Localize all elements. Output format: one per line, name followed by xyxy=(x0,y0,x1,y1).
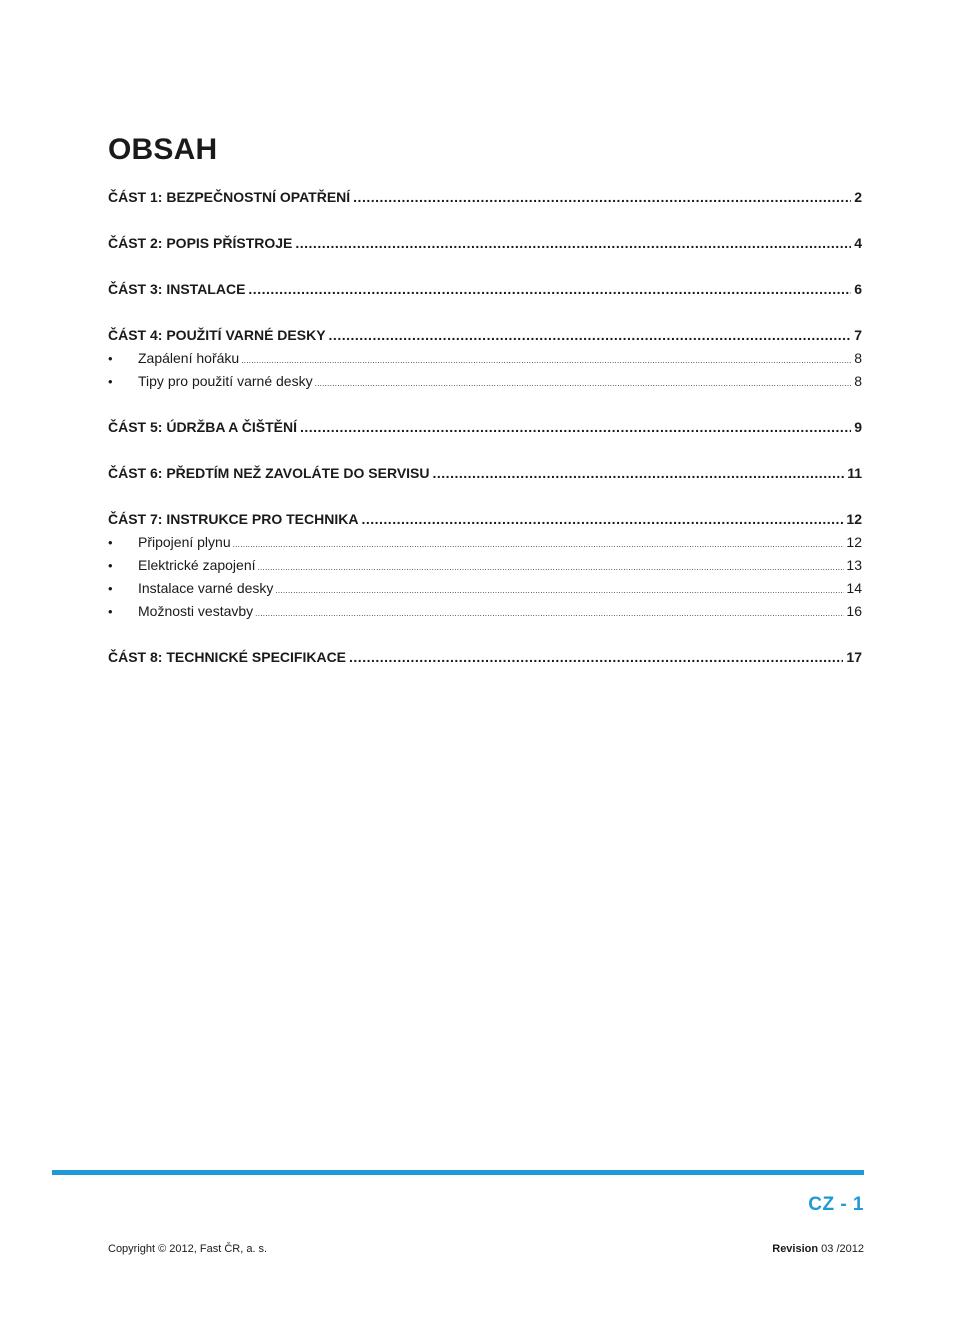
toc-leader-dots xyxy=(315,373,853,392)
toc-leader-dots xyxy=(361,508,843,530)
toc-section-label: ČÁST 6: PŘEDTÍM NEŽ ZAVOLÁTE DO SERVISU xyxy=(108,465,430,481)
toc-page-number: 16 xyxy=(846,603,862,619)
page-title: OBSAH xyxy=(108,133,218,166)
toc-section-label: ČÁST 7: INSTRUKCE PRO TECHNIKA xyxy=(108,511,359,527)
toc-leader-dots xyxy=(295,232,851,254)
toc-page-number: 2 xyxy=(854,189,862,205)
toc-page-number: 12 xyxy=(846,534,862,550)
toc-leader-dots xyxy=(329,324,852,346)
toc-subitem-label: Instalace varné desky xyxy=(138,580,274,596)
bullet-icon: • xyxy=(108,604,113,619)
toc-subitem[interactable] xyxy=(108,554,862,576)
toc-leader-dots xyxy=(233,534,845,553)
bullet-icon: • xyxy=(108,581,113,596)
toc-leader-dots xyxy=(241,350,852,369)
toc-subitem-label: Možnosti vestavby xyxy=(138,603,254,619)
toc-leader-dots xyxy=(248,278,851,300)
toc-subitem-label: Elektrické zapojení xyxy=(138,557,256,573)
toc-page-number: 6 xyxy=(854,281,862,297)
toc-leader-dots xyxy=(275,580,844,599)
bullet-icon: • xyxy=(108,558,113,573)
toc-subitem[interactable] xyxy=(108,347,862,369)
toc-page-number: 8 xyxy=(854,373,862,389)
toc-section-1[interactable] xyxy=(108,186,862,208)
toc-subitem[interactable] xyxy=(108,370,862,392)
toc-section-3[interactable] xyxy=(108,278,862,300)
toc-subitem[interactable] xyxy=(108,577,862,599)
toc-section-4[interactable] xyxy=(108,324,862,346)
toc-leader-dots xyxy=(433,462,845,484)
toc-subitem-label: Zapálení hořáku xyxy=(138,350,240,366)
toc-section-8[interactable] xyxy=(108,646,862,668)
toc-subitem[interactable] xyxy=(108,600,862,622)
toc-section-label: ČÁST 5: ÚDRŽBA A ČIŠTĚNÍ xyxy=(108,419,297,435)
revision-value: 03 /2012 xyxy=(821,1243,864,1255)
bullet-icon: • xyxy=(108,351,113,366)
bullet-icon: • xyxy=(108,374,113,389)
toc-leader-dots xyxy=(258,557,845,576)
bullet-icon: • xyxy=(108,535,113,550)
toc-section-5[interactable] xyxy=(108,416,862,438)
toc-subitem-label: Připojení plynu xyxy=(138,534,231,550)
toc-section-label: ČÁST 4: POUŽITÍ VARNÉ DESKY xyxy=(108,327,326,343)
toc-section-label: ČÁST 8: TECHNICKÉ SPECIFIKACE xyxy=(108,649,347,665)
toc-page-number: 11 xyxy=(847,465,862,481)
revision-info xyxy=(772,1243,864,1255)
footer-divider xyxy=(52,1170,864,1175)
toc-section-2[interactable] xyxy=(108,232,862,254)
toc-section-label: ČÁST 3: INSTALACE xyxy=(108,281,246,297)
toc-page-number: 4 xyxy=(854,235,862,251)
toc-page-number: 13 xyxy=(846,557,862,573)
toc-subitem-label: Tipy pro použití varné desky xyxy=(138,373,313,389)
toc-leader-dots xyxy=(300,416,851,438)
toc-page-number: 17 xyxy=(846,649,862,665)
toc-section-6[interactable] xyxy=(108,462,862,484)
toc-subitem[interactable] xyxy=(108,531,862,553)
toc-leader-dots xyxy=(349,646,843,668)
toc-page-number: 9 xyxy=(854,419,862,435)
toc-page-number: 7 xyxy=(854,327,862,343)
toc-leader-dots xyxy=(353,186,851,208)
toc-page-number: 14 xyxy=(846,580,862,596)
toc-page-number: 8 xyxy=(854,350,862,366)
toc-section-label: ČÁST 2: POPIS PŘÍSTROJE xyxy=(108,235,293,251)
revision-label: Revision xyxy=(772,1243,819,1255)
copyright-text: Copyright © 2012, Fast ČR, a. s. xyxy=(108,1243,268,1255)
toc-section-7[interactable] xyxy=(108,508,862,530)
toc-page-number: 12 xyxy=(846,511,862,527)
page-number-label: CZ - 1 xyxy=(808,1194,864,1215)
toc-section-label: ČÁST 1: BEZPEČNOSTNÍ OPATŘENÍ xyxy=(108,189,351,205)
toc-leader-dots xyxy=(255,603,844,622)
